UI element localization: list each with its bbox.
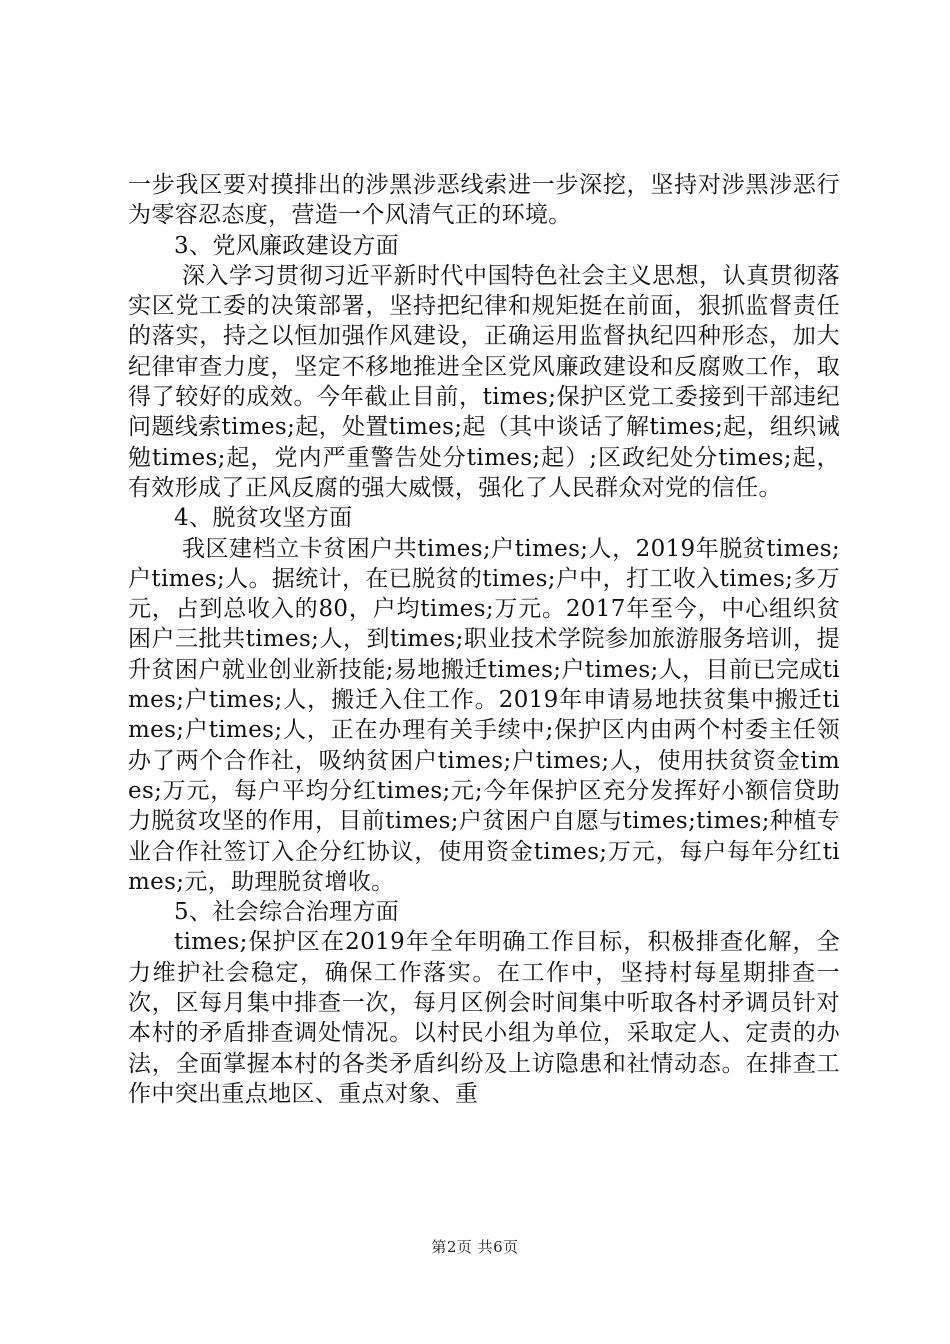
paragraph-social-governance: times;保护区在2019年全年明确工作目标，积极排查化解，全力维护社会稳定，确保工作落实。在工作中，坚持村每星期排查一次，区每月集中排查一次，每月区例会时间集中听取各村矛调员针对本村的矛盾排查调处情况。以村民小组为单位，采取定人、定责的办法，全面掌握本村的各类矛盾纠纷及上访隐患和社情动态。在排查工作中突出重点地区、重点对象、重 bbox=[128, 929, 840, 1107]
section-heading-social-governance: 5、社会综合治理方面 bbox=[174, 899, 400, 926]
section-heading-party-integrity: 3、党风廉政建设方面 bbox=[174, 232, 400, 259]
paragraph-poverty-alleviation: 我区建档立卡贫困户共times;户times;人，2019年脱贫times;户times;人。据统计，在已脱贫的times;户中，打工收入times;多万元，占到总收入的80，户均times;万元。2017年至今，中心组织贫困户三批共times;人，到times;职业技术学院参加旅游服务培训，提升贫困户就业创业新技能;易地搬迁times;户times;人，目前已完成times;户times;人，搬迁入住工作。2019年申请易地扶贫集中搬迁times;户times;人，正在办理有关手续中;保护区内由两个村委主任领办了两个合作社，吸纳贫困户times;户times;人，使用扶贫资金times;万元，每户平均分红times;元;今年保护区充分发挥好小额信贷助力脱贫攻坚的作用，目前times;户贫困户自愿与times;times;种植专业合作社签订入企分红协议，使用资金times;万元，每户每年分红times;元，助理脱贫增收。 bbox=[128, 535, 840, 895]
paragraph-party-integrity: 深入学习贯彻习近平新时代中国特色社会主义思想，认真贯彻落实区党工委的决策部署，坚持把纪律和规矩挺在前面，狠抓监督责任的落实，持之以恒加强作风建设，正确运用监督执纪四种形态，加大纪律审查力度，坚定不移地推进全区党风廉政建设和反腐败工作，取得了较好的成效。今年截止目前，times;保护区党工委接到干部违纪问题线索times;起，处置times;起（其中谈话了解times;起，组织诫勉times;起，党内严重警告处分times;起）;区政纪处分times;起，有效形成了正风反腐的强大威慑，强化了人民群众对党的信任。 bbox=[128, 262, 840, 501]
page-number-footer: 第2页 共6页 bbox=[431, 1238, 519, 1256]
paragraph-continuation: 一步我区要对摸排出的涉黑涉恶线索进一步深挖，坚持对涉黑涉恶行为零容忍态度，营造一个风清气正的环境。 bbox=[128, 172, 840, 229]
section-heading-poverty-alleviation: 4、脱贫攻坚方面 bbox=[174, 505, 353, 532]
document-body bbox=[128, 170, 840, 1109]
